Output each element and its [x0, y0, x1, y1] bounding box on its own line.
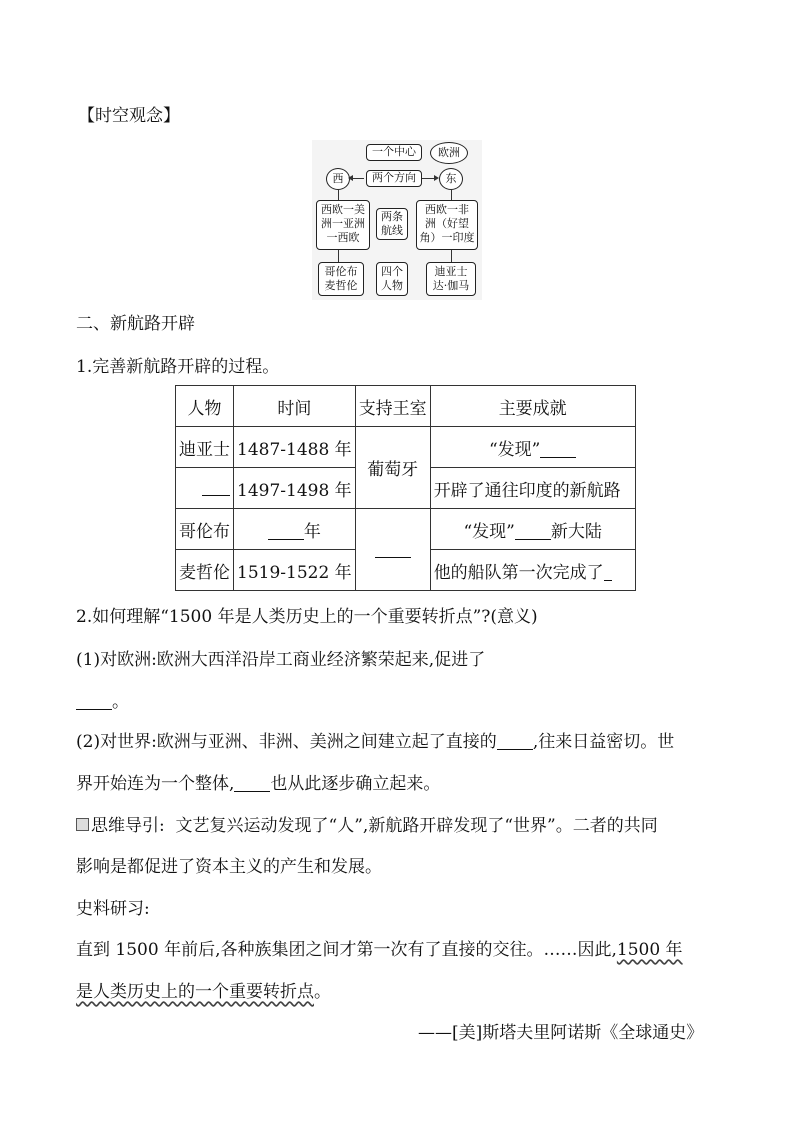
cell-royal-blank[interactable]	[355, 509, 430, 591]
fill-blank[interactable]	[540, 440, 576, 458]
question-2-1: (1)对欧洲:欧洲大西洋沿岸工商业经济繁荣起来,促进了	[76, 650, 486, 670]
question-2-2: (2)对世界:欧洲与亚洲、非洲、美洲之间建立起了直接的 ,往来日益密切。世	[76, 732, 675, 752]
diagram-two-routes: 两条 航线	[376, 208, 408, 240]
think-guide-icon	[76, 818, 89, 831]
cell-royal-portugal: 葡萄牙	[355, 427, 430, 509]
fill-blank[interactable]	[76, 692, 112, 710]
table-header-row	[176, 386, 636, 427]
question-2-2-cont: 界开始连为一个整体, 也从此逐步确立起来。	[76, 774, 441, 794]
diagram-west: 西	[326, 168, 350, 190]
fill-blank[interactable]	[234, 774, 270, 792]
fill-blank[interactable]	[604, 563, 612, 581]
diagram-people-west: 哥伦布 麦哲伦	[318, 262, 364, 296]
table-row	[176, 509, 636, 550]
cell-achievement: 开辟了通往印度的新航路	[430, 468, 635, 509]
header-person: 人物	[176, 386, 234, 427]
question-1: 1.完善新航路开辟的过程。	[76, 357, 280, 377]
diagram-route-west: 西欧一美 洲一亚洲 一西欧	[316, 200, 370, 250]
cell-person: 迪亚士	[176, 427, 234, 468]
fill-blank[interactable]	[497, 732, 533, 750]
think-guide-cont: 影响是都促进了资本主义的产生和发展。	[76, 857, 382, 877]
section-title: 【时空观念】	[78, 106, 180, 126]
diagram-four-people: 四个 人物	[376, 262, 408, 296]
header-time: 时间	[234, 386, 356, 427]
diagram-europe: 欧洲	[430, 142, 468, 164]
cell-person: 麦哲伦	[176, 550, 234, 591]
voyage-table	[175, 385, 636, 591]
table-row	[176, 427, 636, 468]
section-heading: 二、新航路开辟	[76, 314, 195, 334]
source-text-2: 是人类历史上的一个重要转折点。	[76, 982, 331, 1002]
diagram-center-one: 一个中心	[366, 144, 422, 161]
header-achievement: 主要成就	[430, 386, 635, 427]
diagram-people-east: 迪亚士 达·伽马	[426, 262, 476, 296]
cell-person-blank[interactable]	[176, 468, 234, 509]
cell-achievement: 他的船队第一次完成了	[430, 550, 635, 591]
cell-achievement: “发现”	[430, 427, 635, 468]
think-guide: 思维导引: 文艺复兴运动发现了“人”,新航路开辟发现了“世界”。二者的共同	[76, 814, 658, 838]
cell-time: 1487-1488 年	[234, 427, 356, 468]
source-title: 史料研习:	[76, 899, 150, 919]
cell-time: 1519-1522 年	[234, 550, 356, 591]
header-royal: 支持王室	[355, 386, 430, 427]
source-text-1: 直到 1500 年前后,各种族集团之间才第一次有了直接的交往。……因此,1500 年	[76, 940, 683, 960]
fill-blank[interactable]	[268, 522, 304, 540]
cell-achievement: “发现” 新大陆	[430, 509, 635, 550]
diagram-east: 东	[439, 168, 463, 190]
cell-time: 年	[234, 509, 356, 550]
citation: ——[美]斯塔夫里阿诺斯《全球通史》	[418, 1023, 704, 1043]
cell-time: 1497-1498 年	[234, 468, 356, 509]
question-2-1-end: 。	[76, 690, 129, 714]
fill-blank[interactable]	[515, 522, 551, 540]
concept-diagram	[312, 140, 482, 300]
diagram-route-east: 西欧一非 洲（好望 角）一印度	[416, 200, 478, 250]
diagram-two-directions: 两个方向	[366, 170, 422, 187]
question-2: 2.如何理解“1500 年是人类历史上的一个重要转折点”?(意义)	[76, 607, 538, 627]
cell-person: 哥伦布	[176, 509, 234, 550]
